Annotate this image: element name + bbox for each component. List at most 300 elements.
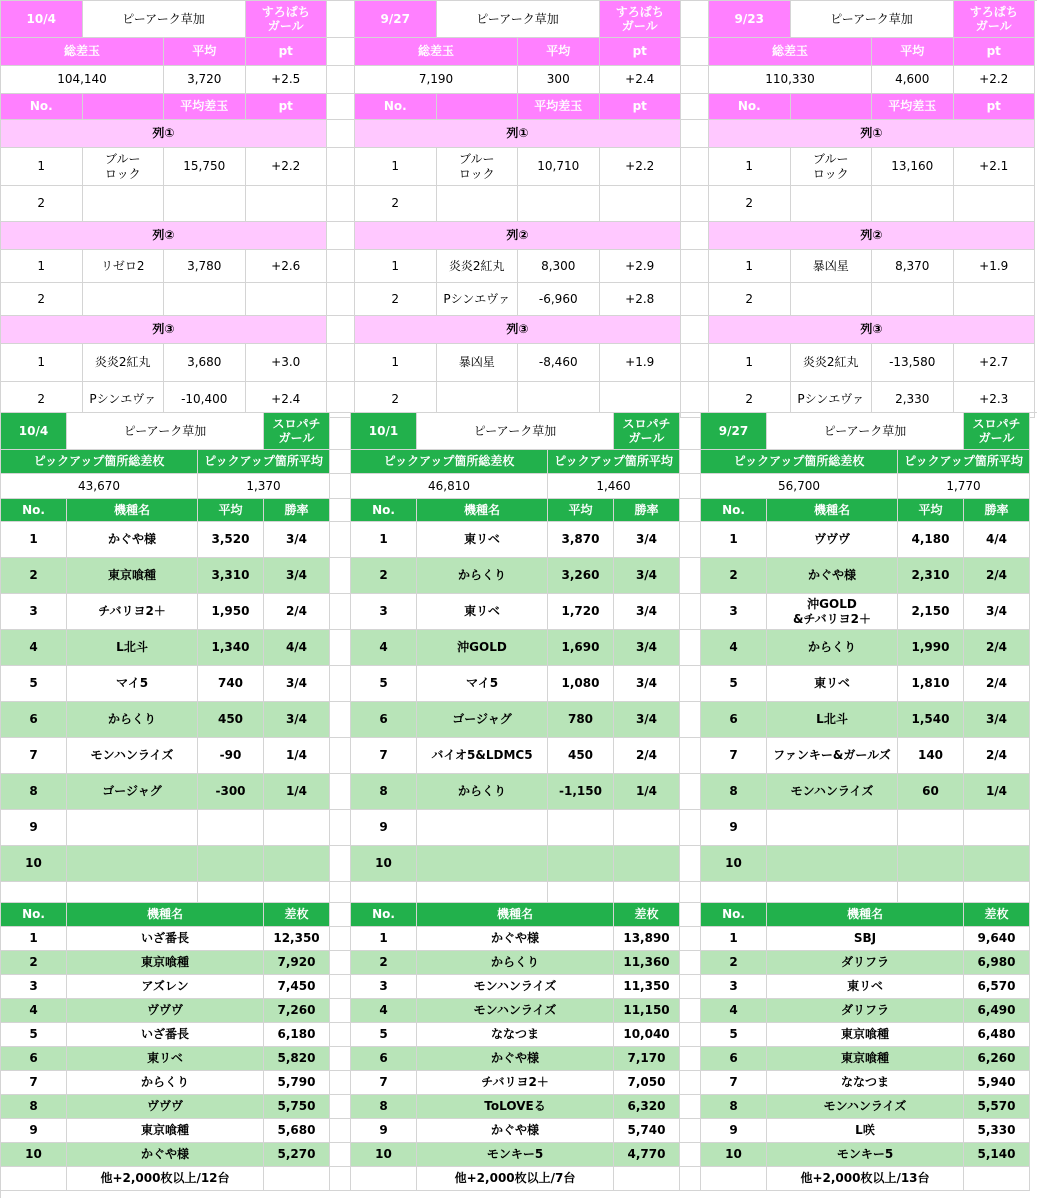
model-no: 3	[351, 594, 417, 630]
rank-diff: 5,820	[264, 1047, 330, 1071]
model-no: 7	[351, 738, 417, 774]
row-label: 列②	[709, 222, 1035, 250]
model-avg: 1,720	[548, 594, 614, 630]
model-name: バイオ5&LDMC5	[417, 738, 548, 774]
rank-model: からくり	[67, 1071, 264, 1095]
rank-no: 2	[701, 951, 767, 975]
item-no: 2	[355, 186, 437, 222]
rank-diff: 6,260	[964, 1047, 1030, 1071]
model-win	[614, 810, 680, 846]
model-no: 1	[1, 522, 67, 558]
date-cell: 10/4	[1, 413, 67, 450]
item-name: Pシンエヴァ	[83, 382, 165, 418]
item-name: Pシンエヴァ	[437, 283, 519, 316]
item-name	[437, 186, 519, 222]
model-avg: -300	[198, 774, 264, 810]
rank-model: いざ番長	[67, 1023, 264, 1047]
model-no: 10	[351, 846, 417, 882]
media-label: すろぱち ガール	[246, 1, 328, 38]
model-no: 2	[1, 558, 67, 594]
header-win: 勝率	[614, 499, 680, 522]
rank-model: 東リベ	[767, 975, 964, 999]
rank-diff: 7,050	[614, 1071, 680, 1095]
model-win: 3/4	[264, 558, 330, 594]
model-win: 4/4	[964, 522, 1030, 558]
model-name: モンハンライズ	[767, 774, 898, 810]
item-name: 炎炎2紅丸	[791, 344, 873, 382]
rank-no: 6	[351, 1047, 417, 1071]
header-model: 機種名	[67, 903, 264, 927]
header-total: 総差玉	[1, 38, 164, 66]
rank-model: SBJ	[767, 927, 964, 951]
model-avg	[198, 846, 264, 882]
model-name: 沖GOLD	[417, 630, 548, 666]
rank-no: 3	[701, 975, 767, 999]
item-name: Pシンエヴァ	[791, 382, 873, 418]
media-label: すろぱち ガール	[954, 1, 1036, 38]
model-win: 2/4	[614, 738, 680, 774]
rank-no: 9	[701, 1119, 767, 1143]
item-no: 1	[709, 344, 791, 382]
model-no: 6	[1, 702, 67, 738]
model-win	[614, 846, 680, 882]
model-no: 4	[701, 630, 767, 666]
model-no: 10	[1, 846, 67, 882]
header-model: 機種名	[417, 499, 548, 522]
header-pt: pt	[246, 38, 328, 66]
rank-no: 7	[1, 1071, 67, 1095]
model-no: 3	[1, 594, 67, 630]
summary-pt: +2.5	[246, 66, 328, 94]
item-diff: -10,400	[164, 382, 246, 418]
rank-model: からくり	[417, 951, 614, 975]
rank-model: ToLOVEる	[417, 1095, 614, 1119]
rank-no: 9	[351, 1119, 417, 1143]
model-name: 沖GOLD &チバリヨ2＋	[767, 594, 898, 630]
rank-diff: 7,260	[264, 999, 330, 1023]
header-no: No.	[351, 903, 417, 927]
model-no: 9	[351, 810, 417, 846]
item-diff: 13,160	[872, 148, 954, 186]
store-name: ピーアーク草加	[417, 413, 614, 450]
model-no: 3	[701, 594, 767, 630]
rank-diff: 9,640	[964, 927, 1030, 951]
rank-diff: 11,350	[614, 975, 680, 999]
rank-no: 10	[701, 1143, 767, 1167]
model-avg: 450	[548, 738, 614, 774]
store-name: ピーアーク草加	[791, 1, 954, 38]
header-no: No.	[1, 903, 67, 927]
model-avg: 1,080	[548, 666, 614, 702]
item-no: 1	[355, 250, 437, 283]
model-no: 6	[351, 702, 417, 738]
media-label: スロパチ ガール	[614, 413, 680, 450]
model-avg: 4,180	[898, 522, 964, 558]
model-no: 9	[1, 810, 67, 846]
model-avg: -1,150	[548, 774, 614, 810]
item-diff	[872, 283, 954, 316]
header-diff: 差枚	[964, 903, 1030, 927]
item-diff: 8,370	[872, 250, 954, 283]
item-no: 2	[355, 382, 437, 418]
model-name: かぐや様	[767, 558, 898, 594]
item-no: 1	[1, 344, 83, 382]
item-name: ブルー ロック	[437, 148, 519, 186]
rank-no: 3	[351, 975, 417, 999]
model-name: 東リベ	[417, 522, 548, 558]
header-avg: 平均	[164, 38, 246, 66]
item-diff: -13,580	[872, 344, 954, 382]
item-pt	[600, 186, 682, 222]
item-name: ブルー ロック	[83, 148, 165, 186]
model-no: 10	[701, 846, 767, 882]
model-win: 2/4	[964, 630, 1030, 666]
header-pt: pt	[246, 94, 328, 120]
model-win: 3/4	[614, 594, 680, 630]
rank-model: モンハンライズ	[767, 1095, 964, 1119]
header-no: No.	[351, 499, 417, 522]
item-pt: +2.3	[954, 382, 1036, 418]
item-name: 暴凶星	[791, 250, 873, 283]
row-label: 列①	[709, 120, 1035, 148]
model-name: L北斗	[767, 702, 898, 738]
row-label: 列③	[1, 316, 327, 344]
item-name: 炎炎2紅丸	[83, 344, 165, 382]
item-no: 1	[1, 250, 83, 283]
pickup-avg: 1,370	[198, 474, 330, 499]
rank-diff: 7,450	[264, 975, 330, 999]
model-name	[767, 846, 898, 882]
header-blank	[437, 94, 519, 120]
model-name: からくり	[417, 774, 548, 810]
model-no: 8	[351, 774, 417, 810]
model-name: マイ5	[417, 666, 548, 702]
rank-no: 4	[701, 999, 767, 1023]
rank-diff: 4,770	[614, 1143, 680, 1167]
item-no: 1	[355, 148, 437, 186]
model-name: からくり	[767, 630, 898, 666]
header-diff: 差枚	[264, 903, 330, 927]
model-no: 7	[1, 738, 67, 774]
model-name: ゴージャグ	[417, 702, 548, 738]
header-total: 総差玉	[709, 38, 872, 66]
model-win: 3/4	[614, 702, 680, 738]
header-pickup-total: ピックアップ箇所総差枚	[1, 450, 198, 474]
model-avg: 1,990	[898, 630, 964, 666]
summary-total: 110,330	[709, 66, 872, 94]
rank-model: 東リベ	[67, 1047, 264, 1071]
header-diff: 差枚	[614, 903, 680, 927]
item-diff: -6,960	[518, 283, 600, 316]
summary-total: 7,190	[355, 66, 518, 94]
model-no: 4	[351, 630, 417, 666]
model-avg	[898, 846, 964, 882]
rank-diff: 6,180	[264, 1023, 330, 1047]
model-name: ヴヴヴ	[767, 522, 898, 558]
pickup-avg: 1,460	[548, 474, 680, 499]
header-blank	[791, 94, 873, 120]
rank-model: かぐや様	[417, 1119, 614, 1143]
header-no: No.	[701, 499, 767, 522]
pickup-avg: 1,770	[898, 474, 1030, 499]
store-name: ピーアーク草加	[67, 413, 264, 450]
rank-diff: 7,920	[264, 951, 330, 975]
header-pt: pt	[600, 94, 682, 120]
model-no: 1	[351, 522, 417, 558]
model-name: モンハンライズ	[67, 738, 198, 774]
rank-no: 4	[351, 999, 417, 1023]
summary-avg: 3,720	[164, 66, 246, 94]
item-pt: +1.9	[600, 344, 682, 382]
model-no: 8	[701, 774, 767, 810]
header-avg: 平均	[548, 499, 614, 522]
model-avg: 60	[898, 774, 964, 810]
rank-diff: 6,480	[964, 1023, 1030, 1047]
item-diff	[164, 283, 246, 316]
model-no: 5	[701, 666, 767, 702]
item-no: 1	[709, 148, 791, 186]
model-win: 4/4	[264, 630, 330, 666]
model-no: 1	[701, 522, 767, 558]
rank-model: ななつま	[767, 1071, 964, 1095]
date-cell: 9/27	[701, 413, 767, 450]
item-diff	[872, 186, 954, 222]
rank-diff: 13,890	[614, 927, 680, 951]
rank-model: ヴヴヴ	[67, 1095, 264, 1119]
rank-diff: 11,150	[614, 999, 680, 1023]
item-diff: -8,460	[518, 344, 600, 382]
summary-avg: 4,600	[872, 66, 954, 94]
model-no: 9	[701, 810, 767, 846]
model-no: 5	[1, 666, 67, 702]
rank-diff: 5,940	[964, 1071, 1030, 1095]
header-no: No.	[709, 94, 791, 120]
header-avg: 平均	[198, 499, 264, 522]
footer-note: 他+2,000枚以上/12台	[67, 1167, 264, 1191]
rank-diff: 5,790	[264, 1071, 330, 1095]
pickup-total: 46,810	[351, 474, 548, 499]
header-pt: pt	[600, 38, 682, 66]
rank-no: 5	[701, 1023, 767, 1047]
model-avg: 1,950	[198, 594, 264, 630]
rank-no: 6	[1, 1047, 67, 1071]
model-win	[264, 846, 330, 882]
rank-diff: 6,320	[614, 1095, 680, 1119]
header-win: 勝率	[964, 499, 1030, 522]
store-name: ピーアーク草加	[437, 1, 600, 38]
item-pt: +2.4	[246, 382, 328, 418]
date-cell: 10/4	[1, 1, 83, 38]
model-win: 1/4	[264, 738, 330, 774]
rank-model: アズレン	[67, 975, 264, 999]
row-label: 列①	[1, 120, 327, 148]
media-label: すろぱち ガール	[600, 1, 682, 38]
item-diff: 15,750	[164, 148, 246, 186]
header-pickup-avg: ピックアップ箇所平均	[548, 450, 680, 474]
row-summary-table	[0, 0, 1037, 412]
item-pt	[954, 283, 1036, 316]
item-no: 1	[1, 148, 83, 186]
item-no: 2	[709, 283, 791, 316]
model-name: ファンキー&ガールズ	[767, 738, 898, 774]
store-name: ピーアーク草加	[767, 413, 964, 450]
item-name	[791, 283, 873, 316]
rank-model: 東京喰種	[767, 1023, 964, 1047]
rank-model: モンキー5	[767, 1143, 964, 1167]
item-pt: +2.6	[246, 250, 328, 283]
model-win: 3/4	[264, 522, 330, 558]
rank-no: 8	[351, 1095, 417, 1119]
header-model: 機種名	[767, 499, 898, 522]
rank-model: チバリヨ2＋	[417, 1071, 614, 1095]
model-win: 1/4	[264, 774, 330, 810]
rank-no: 1	[1, 927, 67, 951]
model-no: 7	[701, 738, 767, 774]
header-no: No.	[701, 903, 767, 927]
rank-model: ダリフラ	[767, 999, 964, 1023]
pickup-table	[0, 412, 1037, 1198]
item-pt: +3.0	[246, 344, 328, 382]
item-pt: +2.2	[600, 148, 682, 186]
summary-avg: 300	[518, 66, 600, 94]
rank-diff: 6,980	[964, 951, 1030, 975]
item-pt: +2.9	[600, 250, 682, 283]
item-name: 炎炎2紅丸	[437, 250, 519, 283]
rank-model: ヴヴヴ	[67, 999, 264, 1023]
model-name: かぐや様	[67, 522, 198, 558]
pickup-total: 43,670	[1, 474, 198, 499]
rank-model: かぐや様	[417, 1047, 614, 1071]
row-label: 列③	[709, 316, 1035, 344]
model-win: 3/4	[614, 558, 680, 594]
header-no: No.	[355, 94, 437, 120]
model-win	[964, 810, 1030, 846]
rank-no: 5	[351, 1023, 417, 1047]
item-pt	[954, 186, 1036, 222]
header-avg: 平均	[872, 38, 954, 66]
model-no: 4	[1, 630, 67, 666]
model-name: からくり	[417, 558, 548, 594]
model-avg: 3,870	[548, 522, 614, 558]
model-win: 2/4	[264, 594, 330, 630]
summary-pt: +2.2	[954, 66, 1036, 94]
header-pickup-total: ピックアップ箇所総差枚	[351, 450, 548, 474]
header-no: No.	[1, 499, 67, 522]
item-no: 2	[355, 283, 437, 316]
media-label: スロパチ ガール	[264, 413, 330, 450]
model-win: 2/4	[964, 666, 1030, 702]
model-win: 3/4	[614, 666, 680, 702]
model-avg: 2,310	[898, 558, 964, 594]
rank-diff: 5,330	[964, 1119, 1030, 1143]
model-win: 2/4	[964, 558, 1030, 594]
date-cell: 9/27	[355, 1, 437, 38]
rank-model: 東京喰種	[767, 1047, 964, 1071]
model-name	[767, 810, 898, 846]
row-label: 列③	[355, 316, 681, 344]
model-no: 5	[351, 666, 417, 702]
header-no: No.	[1, 94, 83, 120]
pickup-total: 56,700	[701, 474, 898, 499]
header-pickup-avg: ピックアップ箇所平均	[198, 450, 330, 474]
item-name	[83, 186, 165, 222]
header-model: 機種名	[417, 903, 614, 927]
model-no: 2	[701, 558, 767, 594]
model-win: 3/4	[964, 702, 1030, 738]
item-no: 2	[1, 382, 83, 418]
model-no: 6	[701, 702, 767, 738]
rank-model: 東京喰種	[67, 1119, 264, 1143]
model-name: マイ5	[67, 666, 198, 702]
footer-note: 他+2,000枚以上/13台	[767, 1167, 964, 1191]
model-win: 3/4	[964, 594, 1030, 630]
item-diff: 3,780	[164, 250, 246, 283]
model-avg: 3,260	[548, 558, 614, 594]
rank-model: モンハンライズ	[417, 975, 614, 999]
rank-model: かぐや様	[67, 1143, 264, 1167]
rank-no: 10	[1, 1143, 67, 1167]
header-pt: pt	[954, 38, 1036, 66]
model-win	[264, 810, 330, 846]
rank-model: 東京喰種	[67, 951, 264, 975]
item-no: 2	[709, 382, 791, 418]
header-avg: 平均	[518, 38, 600, 66]
date-cell: 10/1	[351, 413, 417, 450]
item-no: 1	[355, 344, 437, 382]
item-name: ブルー ロック	[791, 148, 873, 186]
rank-no: 9	[1, 1119, 67, 1143]
rank-diff: 5,750	[264, 1095, 330, 1119]
item-no: 2	[1, 186, 83, 222]
row-label: 列②	[1, 222, 327, 250]
model-name: L北斗	[67, 630, 198, 666]
rank-model: L咲	[767, 1119, 964, 1143]
item-diff	[518, 186, 600, 222]
model-win: 1/4	[614, 774, 680, 810]
rank-diff: 7,170	[614, 1047, 680, 1071]
model-name	[417, 846, 548, 882]
rank-no: 10	[351, 1143, 417, 1167]
model-avg: 1,540	[898, 702, 964, 738]
item-diff: 2,330	[872, 382, 954, 418]
model-name: ゴージャグ	[67, 774, 198, 810]
model-win: 3/4	[614, 522, 680, 558]
rank-no: 1	[351, 927, 417, 951]
item-pt: +2.7	[954, 344, 1036, 382]
rank-model: いざ番長	[67, 927, 264, 951]
item-no: 2	[709, 186, 791, 222]
model-name: 東リベ	[767, 666, 898, 702]
model-avg: 1,690	[548, 630, 614, 666]
model-avg	[898, 810, 964, 846]
rank-no: 7	[701, 1071, 767, 1095]
item-diff	[164, 186, 246, 222]
model-avg: 2,150	[898, 594, 964, 630]
rank-model: かぐや様	[417, 927, 614, 951]
rank-diff: 5,570	[964, 1095, 1030, 1119]
rank-no: 5	[1, 1023, 67, 1047]
model-avg: 780	[548, 702, 614, 738]
model-win: 3/4	[264, 702, 330, 738]
rank-diff: 5,680	[264, 1119, 330, 1143]
item-pt: +2.8	[600, 283, 682, 316]
rank-diff: 5,270	[264, 1143, 330, 1167]
item-no: 1	[709, 250, 791, 283]
item-name	[83, 283, 165, 316]
rank-no: 7	[351, 1071, 417, 1095]
model-avg: 450	[198, 702, 264, 738]
header-avg-diff: 平均差玉	[872, 94, 954, 120]
